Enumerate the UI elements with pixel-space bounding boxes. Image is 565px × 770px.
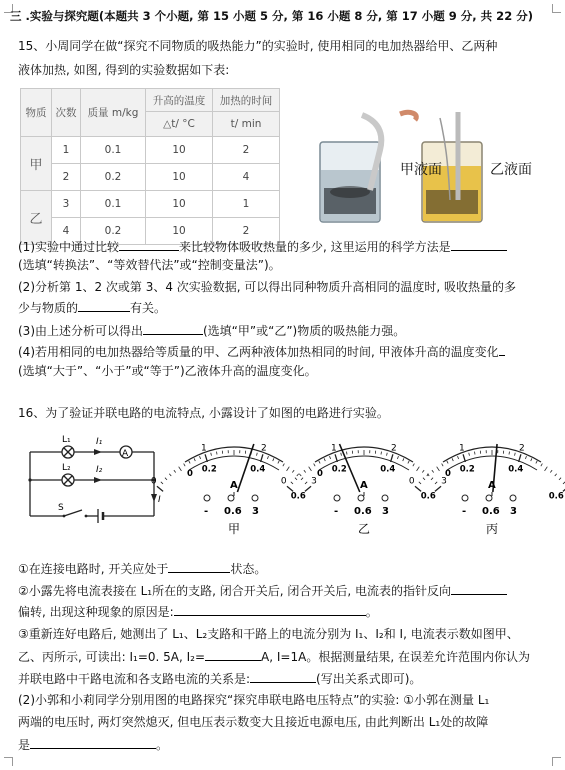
scale-tick — [515, 453, 516, 456]
scale-tick — [541, 464, 543, 467]
q16-step1: ①在连接电路时, 开关应处于 状态。 — [18, 562, 267, 576]
table-header-substance: 物质 — [21, 89, 52, 137]
meter-name: 乙 — [358, 522, 371, 536]
label-current-i2: I₂ — [96, 465, 103, 475]
terminal — [510, 495, 516, 501]
scale-tick — [432, 470, 434, 472]
terminal — [358, 495, 364, 501]
terminal — [486, 495, 492, 501]
terminal — [252, 495, 258, 501]
answer-blank[interactable] — [30, 736, 156, 749]
terminal-label: 0.6 — [354, 506, 372, 517]
terminal — [462, 495, 468, 501]
terminal-label: 0.6 — [224, 506, 242, 517]
table-cell-mass: 0.1 — [81, 191, 146, 218]
q15-intro-line1: 15、小周同学在做“探究不同物质的吸热能力”的实验时, 使用相同的电加热器给甲、乙两种 — [18, 39, 498, 53]
q16-step2-line1: ②小露先将电流表接在 L₁所在的支路, 闭合开关后, 闭合开关后, 电流表的指针反向 — [18, 582, 507, 599]
table-row — [21, 191, 280, 218]
scale-tick — [509, 452, 510, 455]
terminal-label: 3 — [382, 506, 389, 517]
table-cell-substance: 乙 — [21, 191, 52, 245]
scale-tick — [422, 470, 424, 472]
corner-mark-top-right — [552, 4, 561, 13]
scale-label-upper: 0 — [150, 476, 157, 487]
table-header-heating-time: 加热的时间 — [213, 89, 280, 112]
q16-step3-line1: ③重新连好电路后, 她测出了 L₁、L₂支路和干路上的电流分别为 I₁、I₂和 I, 电流表示数如图甲、 — [18, 627, 519, 641]
scale-label-lower: 0.6 — [548, 491, 564, 502]
scale-label-lower: 0 — [445, 469, 451, 479]
scale-tick — [165, 478, 167, 480]
scale-label-lower: 0.4 — [380, 464, 396, 475]
table-row — [21, 137, 280, 164]
q16-step2-line2: 偏转, 出现这种现象的原因是: 。 — [18, 605, 378, 619]
ammeter-3 — [408, 430, 564, 538]
table-row — [21, 164, 280, 191]
q16-part2-line3: 是 。 — [18, 738, 169, 752]
table-cell-time: 2 — [213, 137, 280, 164]
table-cell-n: 4 — [52, 218, 81, 245]
unit-label: A — [488, 480, 496, 491]
q15-part4-line1: (4)若用相同的电加热器给等质量的甲、乙两种液体加热相同的时间, 甲液体升高的温度变化 — [18, 343, 505, 360]
terminal-label: - — [462, 506, 467, 517]
scale-tick — [299, 474, 301, 476]
scale-tick — [452, 458, 453, 461]
scale-tick — [381, 452, 382, 455]
answer-blank[interactable] — [250, 670, 316, 683]
terminal-label: 3 — [510, 506, 517, 517]
answer-blank[interactable] — [143, 322, 203, 335]
table-cell-dt: 10 — [146, 164, 213, 191]
answer-blank[interactable] — [119, 238, 179, 251]
answer-blank[interactable] — [78, 299, 130, 312]
table-cell-n: 2 — [52, 164, 81, 191]
table-cell-n: 1 — [52, 137, 81, 164]
scale-tick — [525, 456, 526, 459]
label-switch: S — [58, 503, 64, 513]
unit-label: A — [360, 480, 368, 491]
table-cell-substance: 甲 — [21, 137, 52, 191]
scale-tick — [387, 453, 388, 456]
section-header: 三 .实验与探究题(本题共 3 个小题, 第 15 小题 5 分, 第 16 小题 8 分, 第 17 小题 9 分, 共 22 分) — [10, 9, 533, 23]
q16-part2-line1: (2)小郭和小莉同学分别用图的电路探究“探究串联电路电压特点”的实验: ①小郭在测量 L₁ — [18, 693, 490, 707]
scale-label-lower: 0.2 — [201, 464, 217, 475]
answer-blank[interactable] — [168, 560, 230, 573]
terminal-label: - — [334, 506, 339, 517]
scale-tick — [295, 478, 297, 480]
scale-tick — [267, 456, 268, 459]
scale-tick — [283, 464, 285, 467]
scale-tick — [423, 478, 425, 480]
scale-tick — [314, 464, 316, 467]
terminal — [382, 495, 388, 501]
table-subheader-t: t/ min — [213, 112, 280, 137]
scale-tick — [211, 453, 212, 456]
scale-label-upper: 2 — [391, 443, 397, 454]
scale-tick — [324, 458, 325, 461]
scale-tick — [341, 453, 342, 456]
table-cell-mass: 0.2 — [81, 218, 146, 245]
scale-tick — [174, 470, 176, 472]
scale-tick — [463, 454, 465, 462]
table-cell-dt: 10 — [146, 191, 213, 218]
scale-label-upper: 0 — [408, 476, 415, 487]
q16-intro: 16、为了验证并联电路的电流特点, 小露设计了如图的电路进行实验。 — [18, 406, 389, 420]
answer-blank[interactable] — [205, 648, 261, 661]
table-cell-dt: 10 — [146, 218, 213, 245]
scale-tick — [278, 461, 279, 464]
scale-tick — [205, 454, 207, 462]
scale-label-upper: 3 — [311, 476, 317, 487]
q16-step3-line2: 乙、丙所示, 可读出: I₁=0. 5A, I₂= A, I=1A。根据测量结果, 在误差允许范围内你认为 — [18, 650, 530, 664]
label-liquid-a: 甲液面 — [400, 162, 442, 178]
table-cell-time: 4 — [213, 164, 280, 191]
scale-label-upper: 1 — [330, 443, 337, 454]
scale-label-lower: 0.2 — [331, 464, 347, 475]
q15-part1-line2: (选填“转换法”、“等效替代法”或“控制变量法”)。 — [18, 258, 281, 272]
scale-tick — [194, 458, 195, 461]
table-subheader-dt: △t/ °C — [146, 112, 213, 137]
scale-label-lower: 0 — [317, 469, 323, 479]
scale-tick — [447, 461, 448, 464]
table-cell-mass: 0.2 — [81, 164, 146, 191]
scale-tick — [531, 458, 532, 461]
scale-tick — [301, 478, 303, 480]
scale-label-lower: 0.4 — [250, 464, 266, 475]
q15-part2-line2: 少与物质的 有关。 — [18, 301, 167, 315]
answer-blank[interactable] — [451, 582, 507, 595]
scale-tick — [519, 454, 521, 462]
scale-label-lower: 0 — [187, 469, 193, 479]
scale-tick — [550, 470, 552, 472]
scale-tick — [319, 461, 320, 464]
ammeter-2 — [280, 430, 447, 538]
scale-tick — [257, 453, 258, 456]
table-cell-n: 3 — [52, 191, 81, 218]
scale-tick — [200, 456, 201, 459]
scale-tick — [304, 470, 306, 472]
terminal-label: 0.6 — [482, 506, 500, 517]
scale-tick — [403, 458, 404, 461]
scale-tick — [297, 474, 299, 476]
scale-tick — [216, 452, 217, 455]
terminal — [228, 495, 234, 501]
unit-label: A — [230, 480, 238, 491]
scale-tick — [458, 456, 459, 459]
table-header-mass: 质量 m/kg — [81, 89, 146, 137]
scale-tick — [346, 452, 347, 455]
scale-label-upper: 1 — [200, 443, 207, 454]
scale-tick — [189, 461, 190, 464]
scale-label-lower: 0.2 — [459, 464, 475, 475]
scale-label-lower: 0.6 — [290, 491, 306, 502]
circuit-diagram — [24, 432, 164, 528]
terminal-label: - — [204, 506, 209, 517]
ammeter-group — [150, 430, 564, 540]
q15-part1-line1: (1)实验中通过比较 来比较物体吸收热量的多少, 这里运用的科学方法是 — [18, 238, 507, 255]
table-cell-mass: 0.1 — [81, 137, 146, 164]
label-ammeter: A — [122, 449, 129, 459]
scale-label-lower: 0.4 — [508, 464, 524, 475]
scale-tick — [179, 467, 182, 471]
q15-intro-line2: 液体加热, 如图, 得到的实验数据如下表: — [18, 63, 230, 77]
scale-label-upper: 1 — [458, 443, 465, 454]
label-lamp-l2: L₂ — [62, 463, 71, 473]
scale-label-upper: 0 — [280, 476, 287, 487]
scale-tick — [536, 461, 537, 464]
scale-tick — [397, 456, 398, 459]
meter-name: 甲 — [228, 522, 241, 536]
scale-tick — [408, 461, 409, 464]
label-current-i1: I₁ — [96, 437, 103, 447]
scale-tick — [417, 467, 420, 471]
scale-tick — [330, 456, 331, 459]
meter-name: 丙 — [486, 522, 499, 536]
scale-label-lower: 0.6 — [420, 491, 436, 502]
scale-tick — [287, 467, 290, 471]
scale-label-upper: 3 — [441, 476, 447, 487]
ammeter-1 — [150, 430, 317, 538]
answer-blank[interactable] — [499, 343, 505, 356]
label-liquid-b: 乙液面 — [490, 162, 532, 178]
corner-mark-bottom-left — [4, 757, 13, 766]
table-cell-time: 1 — [213, 191, 280, 218]
scale-tick — [442, 464, 444, 467]
terminal — [204, 495, 210, 501]
q15-part3: (3)由上述分析可以得出 (选填“甲”或“乙”)物质的吸热能力强。 — [18, 324, 406, 338]
table-header-trial: 次数 — [52, 89, 81, 137]
terminal-label: 3 — [252, 506, 259, 517]
terminal — [334, 495, 340, 501]
scale-tick — [273, 458, 274, 461]
q15-part4-line2: (选填“大于”、“小于”或“等于”)乙液体升高的温度变化。 — [18, 364, 317, 378]
q16-step3-line3: 并联电路中干路电流和各支路电流的关系是: (写出关系式即可)。 — [18, 672, 422, 686]
table-header-temp-rise: 升高的温度 — [146, 89, 213, 112]
q15-part2-line1: (2)分析第 1、2 次或第 3、4 次实验数据, 可以得出同种物质升高相同的温度时, 吸收热量的多 — [18, 280, 517, 294]
scale-tick — [555, 474, 557, 476]
label-lamp-l1: L₁ — [62, 435, 71, 445]
scale-tick — [559, 478, 561, 480]
scale-tick — [292, 470, 294, 472]
q16-part2-line2: 两端的电压时, 两灯突然熄灭, 但电压表示数变大且接近电源电压, 由此判断出 L₁处的故障 — [18, 715, 489, 729]
beaker-figure — [290, 110, 550, 232]
scale-label-upper: 2 — [519, 443, 525, 454]
scale-label-upper: 2 — [261, 443, 267, 454]
answer-blank[interactable] — [451, 238, 507, 251]
scale-tick — [261, 454, 263, 462]
label-current-i: I — [158, 495, 161, 505]
scale-tick — [474, 452, 475, 455]
table-cell-time: 2 — [213, 218, 280, 245]
answer-blank[interactable] — [174, 603, 366, 616]
scale-tick — [391, 454, 393, 462]
corner-mark-bottom-right — [552, 757, 561, 766]
scale-tick — [469, 453, 470, 456]
scale-tick — [413, 464, 415, 467]
experiment-table — [20, 88, 280, 245]
scale-tick — [437, 467, 440, 471]
scale-tick — [335, 454, 337, 462]
scale-tick — [545, 467, 548, 471]
scale-tick — [184, 464, 186, 467]
scale-tick — [169, 474, 171, 476]
scale-tick — [309, 467, 312, 471]
table-cell-dt: 10 — [146, 137, 213, 164]
